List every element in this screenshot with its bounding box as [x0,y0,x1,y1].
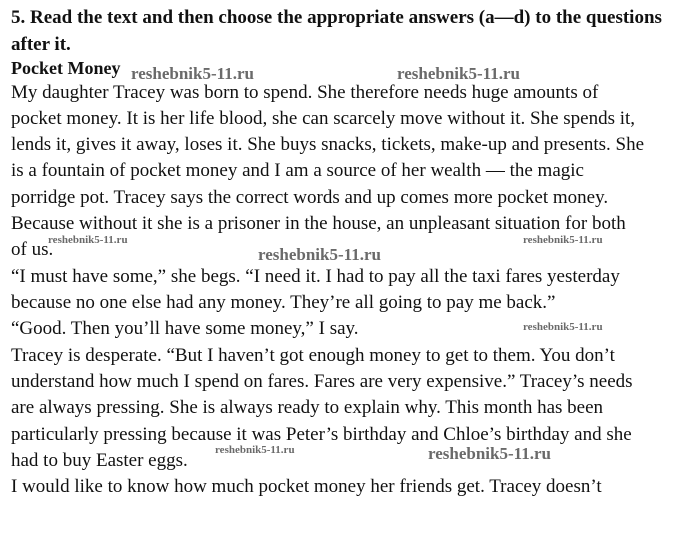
text-line: understand how much I spend on fares. Fares are very expensive.” Tracey’s needs [11,371,633,392]
text-line: had to buy Easter eggs. [11,450,188,471]
text-line: lends it, gives it away, loses it. She buys snacks, tickets, make-up and presents. She [11,134,645,155]
text-line: of us. [11,239,54,260]
text-line: “Good. Then you’ll have some money,” I say. [11,318,359,339]
task-instruction: 5. Read the text and then choose the appropriate answers (a—d) to the questions after it. [11,7,662,55]
watermark: reshebnik5-11.ru [131,64,254,83]
text-line: “I must have some,” she begs. “I need it. I had to pay all the taxi fares yesterday [11,266,620,287]
text-line: Tracey is desperate. “But I haven’t got enough money to get to them. You don’t [11,345,615,366]
watermark: reshebnik5-11.ru [215,444,295,456]
text-line: are always pressing. She is always ready to explain why. This month has been [11,397,604,418]
text-line: Because without it she is a prisoner in the house, an unpleasant situation for both [11,213,626,234]
text-line: particularly pressing because it was Peter’s birthday and Chloe’s birthday and she [11,424,632,445]
text-line: I would like to know how much pocket money her friends get. Tracey doesn’t [11,476,602,497]
watermark: reshebnik5-11.ru [397,64,520,83]
watermark: reshebnik5-11.ru [258,245,381,264]
text-line: is a fountain of pocket money and I am a source of her wealth — the magic [11,160,584,181]
text-line: because no one else had any money. They’re all going to pay me back.” [11,292,556,313]
watermark: reshebnik5-11.ru [523,321,603,333]
text-title: Pocket Money [11,58,121,78]
text-line: porridge pot. Tracey says the correct words and up comes more pocket money. [11,187,609,208]
watermark: reshebnik5-11.ru [48,234,128,246]
text-line: My daughter Tracey was born to spend. She therefore needs huge amounts of [11,82,599,103]
watermark: reshebnik5-11.ru [523,234,603,246]
watermark: reshebnik5-11.ru [428,444,551,463]
text-line: pocket money. It is her life blood, she can scarcely move without it. She spends it, [11,108,636,129]
